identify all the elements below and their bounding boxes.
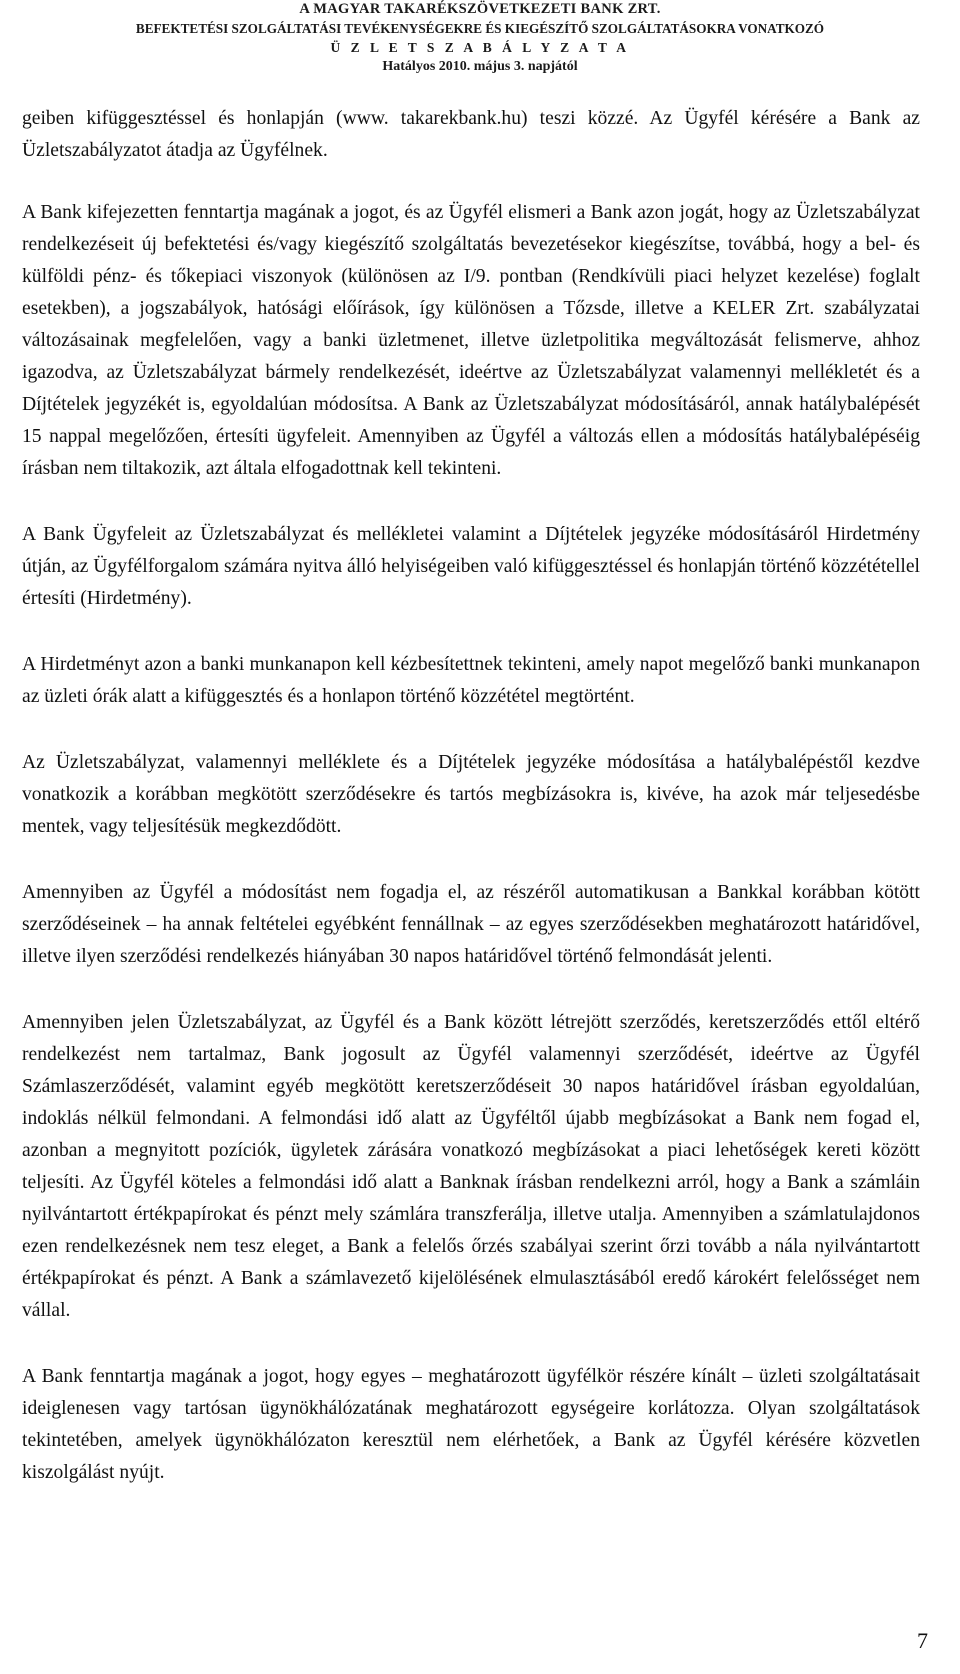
header-effective-date: Hatályos 2010. május 3. napjától [382, 59, 578, 74]
header-document-subject: BEFEKTETÉSI SZOLGÁLTATÁSI TEVÉKENYSÉGEKRE ÉS KIEGÉSZÍTŐ SZOLGÁLTATÁSOKRA VONATKOZÓ [135, 21, 825, 36]
header-bank-name: A MAGYAR TAKARÉKSZÖVETKEZETI BANK ZRT. [299, 1, 661, 17]
page-header [0, 0, 960, 76]
document-body [22, 103, 920, 1523]
paragraph-1: geiben kifüggesztéssel és honlapján (www. takarekbank.hu) teszi közzé. Az Ügyfél kérésére a Bank az Üzletszabályzatot átadja az Ügyfélnek. [22, 108, 920, 161]
paragraph-6: Amennyiben az Ügyfél a módosítást nem fogadja el, az részéről automatikusan a Bankkal korábban kötött szerződéseinek – ha annak feltételei egyébként fennállnak – az egyes szerződésekben meghatározott határidővel, illetve ilyen szerződési rendelkezés hiányában 30 napos határidővel történő felmondását jelenti. [22, 882, 920, 967]
paragraph-5: Az Üzletszabályzat, valamennyi melléklete és a Díjtételek jegyzéke módosítása a hatálybalépéstől kezdve vonatkozik a korábban megkötött szerződésekre és tartós megbízásokra is, kivéve, ha azok már teljesedésbe mentek, vagy teljesítésük megkezdődött. [22, 752, 920, 837]
header-document-title: Ü Z L E T S Z A B Á L Y Z A T A [330, 40, 630, 55]
paragraph-7: Amennyiben jelen Üzletszabályzat, az Ügyfél és a Bank között létrejött szerződés, keretszerződés ettől eltérő rendelkezést nem tartalmaz, Bank jogosult az Ügyfél valamennyi szerződését, ideértve az Ügyfél Számlaszerződését, valamint egyéb megkötött keretszerződéseit 30 napos határidővel írásban egyoldalúan, indoklás nélkül felmondani. A felmondási idő alatt az Ügyféltől újabb megbízásokat a Bank nem fogad el, azonban a megnyitott pozíciók, ügyletek zárására vonatkozó megbízásokat a piaci lehetőségek kereti között teljesíti. Az Ügyfél köteles a felmondási idő alatt a Banknak írásban rendelkezni arról, hogy a Bank a számláin nyilvántartott értékpapírokat és pénzt mely számlára transzferálja, illetve utalja. Amennyiben a számlatulajdonos ezen rendelkezésnek nem tesz eleget, a Bank a felelős őrzés szabályai szerint őrzi tovább a nála nyilvántartott értékpapírokat és pénzt. A Bank a számlavezető kijelölésének elmulasztásából eredő károkért felelősséget nem vállal. [22, 1012, 920, 1321]
paragraph-3: A Bank Ügyfeleit az Üzletszabályzat és mellékletei valamint a Díjtételek jegyzéke módosításáról Hirdetmény útján, az Ügyfélforgalom számára nyitva álló helyiségeiben való kifüggesztéssel és honlapján történő közzététellel értesíti (Hirdetmény). [22, 524, 920, 609]
paragraph-8: A Bank fenntartja magának a jogot, hogy egyes – meghatározott ügyfélkör részére kínált – üzleti szolgáltatásait ideiglenesen vagy tartósan ügynökhálózatának meghatározott egységeire korlátozza. Olyan szolgáltatások tekintetében, amelyek ügynökhálózaton keresztül nem elérhetőek, a Bank az Ügyfél kérésére közvetlen kiszolgálást nyújt. [22, 1366, 920, 1483]
paragraph-4: A Hirdetményt azon a banki munkanapon kell kézbesítettnek tekinteni, amely napot megelőző banki munkanapon az üzleti órák alatt a kifüggesztés és a honlapon történő közzététel megtörtént. [22, 654, 920, 707]
page-number: 7 [917, 1628, 928, 1653]
paragraph-2: A Bank kifejezetten fenntartja magának a jogot, és az Ügyfél elismeri a Bank azon jogát, hogy az Üzletszabályzat rendelkezéseit új befektetési és/vagy kiegészítő szolgáltatás bevezetésekor kiegészítse, továbbá, hogy a bel- és külföldi pénz- és tőkepiaci viszonyok (különösen az I/9. pontban (Rendkívüli piaci helyzet kezelése) foglalt esetekben), a jogszabályok, hatósági előírások, így különösen a Tőzsde, illetve a KELER Zrt. szabályzatai változásainak megfelelően, vagy a banki üzletmenet, illetve üzletpolitika megváltozását felismerve, ahhoz igazodva, az Üzletszabályzat bármely rendelkezését, ideértve az Üzletszabályzat valamennyi mellékletét és a Díjtételek jegyzékét is, egyoldalúan módosítsa. A Bank az Üzletszabályzat módosításáról, annak hatálybalépését 15 nappal megelőzően, értesíti ügyfeleit. Amennyiben az Ügyfél a változás ellen a módosítás hatálybalépéséig írásban nem tiltakozik, azt általa elfogadottnak kell tekinteni. [22, 202, 920, 479]
